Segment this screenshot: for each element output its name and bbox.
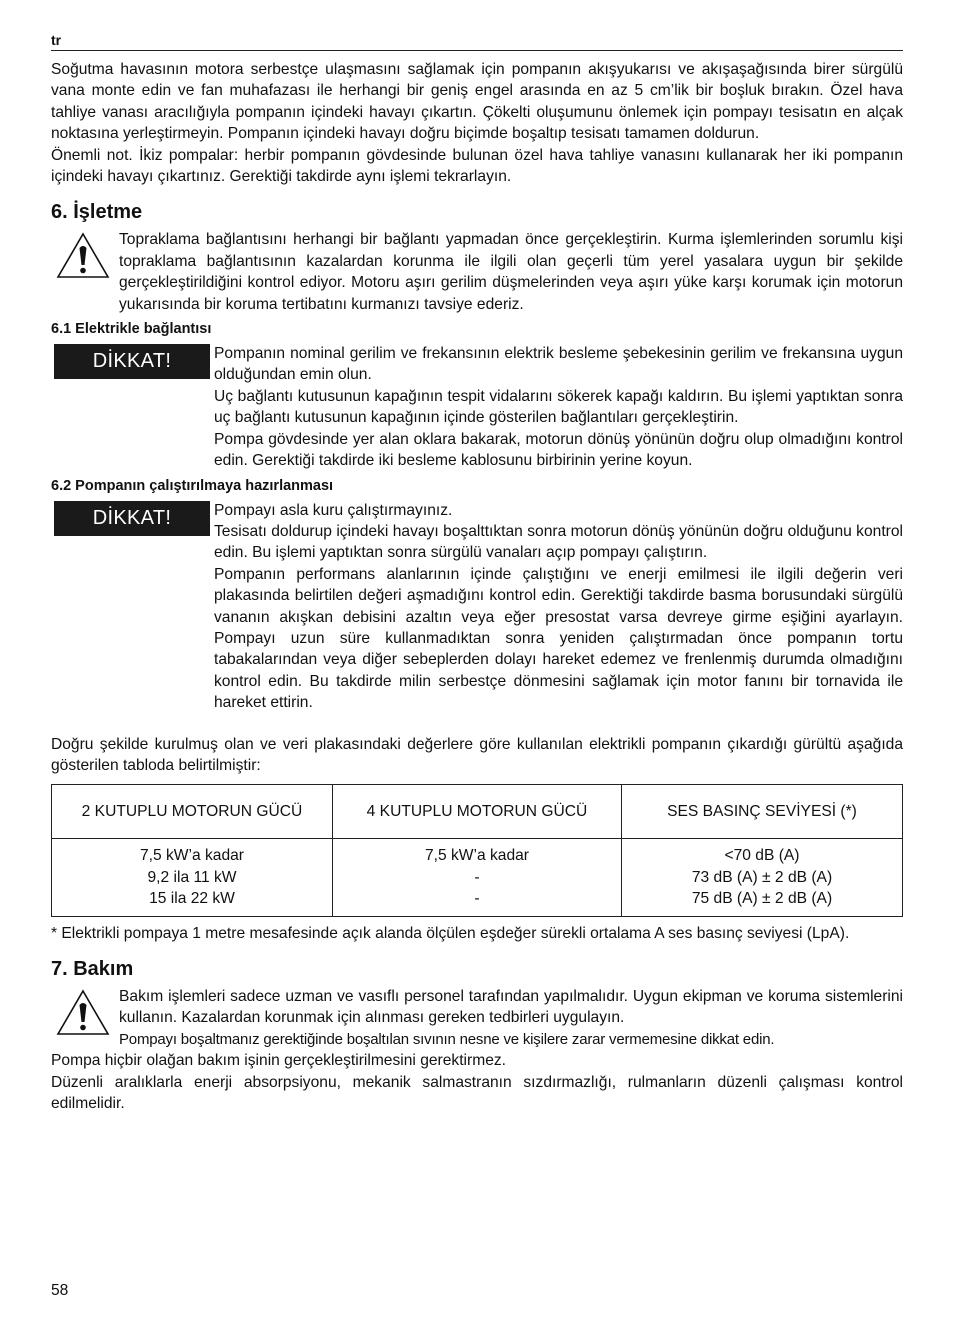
section-7-warning-p1: Bakım işlemleri sadece uzman ve vasıflı personel tarafından yapılmalıdır. Uygun ekipman ve koruma sistemlerini kullanın. Kazalardan korunmak için alınması gereken tedbirleri uygulayın. <box>119 988 903 1027</box>
cell-line: 9,2 ila 11 kW <box>147 868 237 886</box>
caution-badge: DİKKAT! <box>54 344 210 379</box>
cell-line: 75 dB (A) ± 2 dB (A) <box>691 890 833 908</box>
table-footnote: * Elektrikli pompaya 1 metre mesafesinde açık alanda ölçülen eşdeğer sürekli ortalama A ses basınç seviyesi (LpA). <box>51 924 850 942</box>
document-page <box>51 30 903 1114</box>
table-cell-sound <box>622 839 903 916</box>
table-cell-4pole <box>333 839 622 916</box>
section-6-1-p1: Pompanın nominal gerilim ve frekansının elektrik besleme şebekesinin gerilim ve frekansına uygun olduğundan emin olun. <box>214 345 903 384</box>
section-6-2-caution <box>51 500 903 714</box>
intro-paragraph: Soğutma havasının motora serbestçe ulaşmasını sağlamak için pompanın akışyukarısı ve akışaşağısında birer sürgülü vana monte edin ve fan muhafazası ile herhangi bir geniş engel arasında en az 5 cm’lik bir boşluk bırakın. Özel hava tahliye vanası aracılığıyla pompanın içindeki havayı çıkartın. Çökelti oluşumunu önlemek için pompayı tesisatın en alçak noktasına yerleştirmeyin. Pompanın içindeki havayı doğru biçimde boşaltıp tesisatı tamamen doldurun. <box>51 61 903 143</box>
table-header: SES BASINÇ SEVİYESİ (*) <box>622 785 903 839</box>
table-header: 2 KUTUPLU MOTORUN GÜCÜ <box>52 785 333 839</box>
cell-line: - <box>474 868 480 886</box>
caution-badge: DİKKAT! <box>54 501 210 536</box>
cell-line: 7,5 kW’a kadar <box>139 847 244 865</box>
cell-line: 15 ila 22 kW <box>149 890 235 908</box>
section-7-p1: Pompa hiçbir olağan bakım işinin gerçekleştirilmesini gerektirmez. <box>51 1052 506 1070</box>
table-row <box>52 839 903 916</box>
language-code: tr <box>51 30 903 51</box>
table-header: 4 KUTUPLU MOTORUN GÜCÜ <box>333 785 622 839</box>
section-6-1-p3: Pompa gövdesinde yer alan oklara bakarak, motorun dönüş yönünün doğru olup olmadığını kontrol edin. Gerektiği takdirde iki besleme kablosunu birbirinin yerine koyun. <box>214 430 903 470</box>
noise-intro: Doğru şekilde kurulmuş olan ve veri plakasındaki değerlere göre kullanılan elektrikli pompanın çıkardığı gürültü aşağıda gösterilen tabloda belirtilmiştir: <box>51 735 903 774</box>
cell-line: 7,5 kW’a kadar <box>424 847 529 865</box>
section-6-2-p2: Tesisatı doldurup içindeki havayı boşalttıktan sonra motorun dönüş yönünün doğru olduğunu kontrol edin. Bu işlemi yaptıktan sonra sürgülü vanaları açıp pompayı çalıştırın. <box>214 522 903 562</box>
section-6-1-title: 6.1 Elektrikle bağlantısı <box>51 321 212 338</box>
section-6-2-p3: Pompanın performans alanlarının içinde çalıştığını ve enerji emilmesi ile ilgili değerin veri plakasında belirtilen değeri aşmadığını kontrol edin. Gerektiği takdirde basma borusundaki sürgülü vananın akışkan debisini azaltın veya eğer presostat varsa devreye girme eşiğini ayarlayın. Pompayı uzun süre kullanmadıktan sonra yeniden çalıştırmadan önce pompanın tortu tabakalarından veya diğer sebeplerden dolayı hareket edemez ve frenlenmiş durumda olmadığını kontrol edin. Bu takdirde milin serbestçe dönmesini sağlamak için motor fanını bir tornavida ile hareket ettirin. <box>214 565 903 712</box>
warning-triangle-icon <box>55 231 111 279</box>
section-7-warning-p2: Pompayı boşaltmanız gerektiğinde boşaltılan sıvının nesne ve kişilere zarar vermemesine dikkat edin. <box>119 1030 775 1048</box>
table-header-row <box>52 785 903 839</box>
page-number: 58 <box>51 1282 69 1299</box>
cell-line: - <box>474 890 480 908</box>
section-6-1-caution <box>51 343 903 471</box>
section-6-warning-text: Topraklama bağlantısını herhangi bir bağlantı yapmadan önce gerçekleştirin. Kurma işlemlerinden sorumlu kişi topraklama bağlantısının kazalardan korunma ile ilgili olan geçerli tüm yerel yasalara uygun bir şekilde gerçekleştirildiğini kontrol ediyor. Motoru aşırı gerilim düşmelerinden veya aşırı yüke karşı korumak için motorun yukarısında bir koruma tertibatını kurmanızı tavsiye ederiz. <box>119 231 903 313</box>
warning-triangle-icon <box>55 988 111 1036</box>
cell-line: 73 dB (A) ± 2 dB (A) <box>691 868 833 886</box>
section-6-1-p2: Uç bağlantı kutusunun kapağının tespit vidalarını sökerek kapağı kaldırın. Bu işlemi yaptıktan sonra uç bağlantı kutusunun kapağının içinde gösterilen bağlantıları gerçekleştirin. <box>214 387 903 427</box>
noise-table <box>51 784 903 916</box>
section-6-2-p1: Pompayı asla kuru çalıştırmayınız. <box>214 501 453 519</box>
section-7-p2: Düzenli aralıklarla enerji absorpsiyonu, mekanik salmastranın sızdırmazlığı, rulmanların düzenli çalışması kontrol edilmelidir. <box>51 1073 903 1113</box>
section-7-warning <box>51 986 903 1050</box>
section-6-warning <box>51 229 903 315</box>
section-7-title: 7. Bakım <box>51 958 134 980</box>
section-6-title: 6. İşletme <box>51 201 143 224</box>
cell-line: <70 dB (A) <box>724 847 800 865</box>
table-cell-2pole <box>52 839 333 916</box>
note-paragraph: Önemli not. İkiz pompalar: herbir pompanın gövdesinde bulunan özel hava tahliye vanasını kullanarak her iki pompanın içindeki havayı çıkartınız. Gerektiği takdirde aynı işlemi tekrarlayın. <box>51 146 903 186</box>
section-6-2-title: 6.2 Pompanın çalıştırılmaya hazırlanması <box>51 477 334 494</box>
